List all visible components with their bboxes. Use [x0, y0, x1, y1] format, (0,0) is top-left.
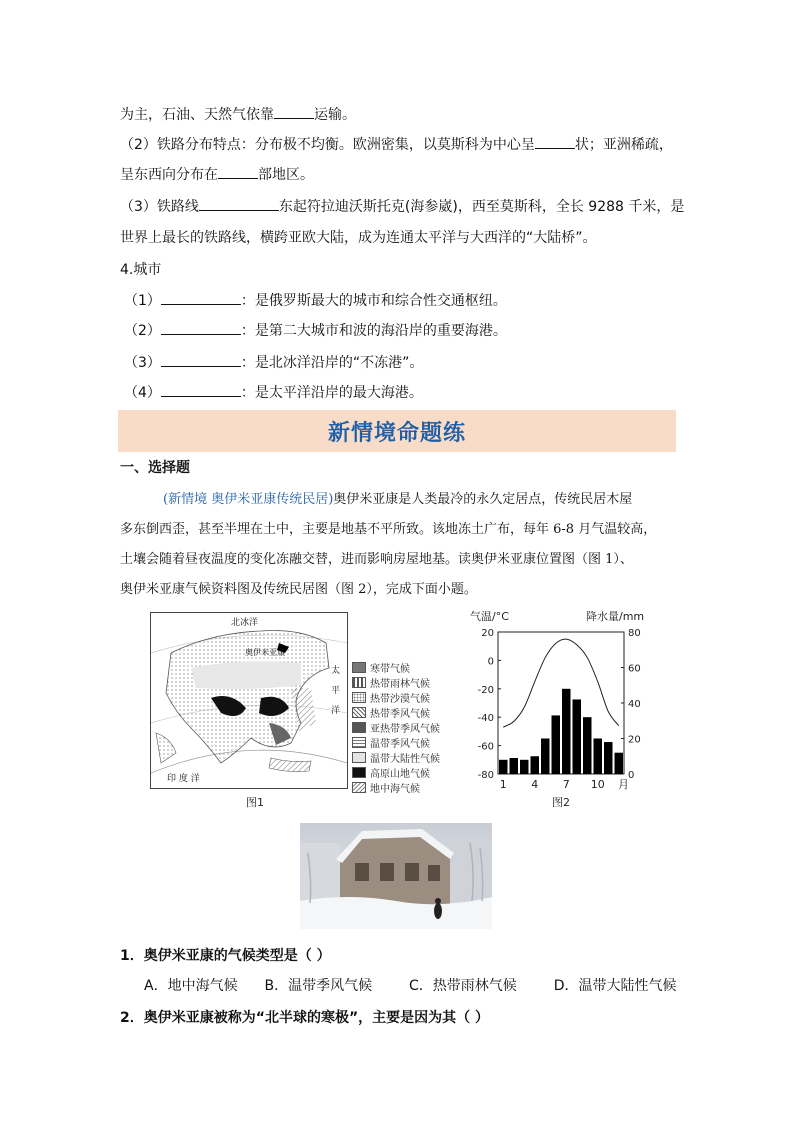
city-item-2: （2） ：是第二大城市和波的海沿岸的重要海港。 — [124, 320, 507, 341]
legend-swatch-icon — [352, 752, 366, 763]
label-arctic-ocean: 北冰洋 — [231, 618, 259, 628]
legend-swatch-icon — [352, 662, 366, 673]
label-pacific-3: 洋 — [331, 706, 341, 716]
context-line-3: 土壤会随着昼夜温度的变化冻融交替，进而影响房屋地基。读奥伊米亚康位置图（图 1）、 — [120, 552, 633, 567]
legend-item-5: 亚热带季风气候 — [352, 720, 440, 735]
temp-tick-label: -80 — [477, 770, 494, 781]
legend-item-2: 热带雨林气候 — [352, 675, 430, 690]
legend-item-7: 温带大陆性气候 — [352, 750, 440, 765]
transport-line-3: 呈东西向分布在 部地区。 — [120, 164, 314, 185]
legend-item-9: 地中海气候 — [352, 780, 420, 795]
house-photo — [300, 823, 492, 929]
temp-tick-label: 20 — [481, 628, 494, 639]
label-oymyakon: 奥伊米亚康 — [245, 648, 285, 657]
legend-item-1: 寒带气候 — [352, 660, 410, 675]
precip-bar — [615, 753, 624, 774]
context-line-2: 多东倒西歪，甚至半埋在土中，主要是地基不平所致。该地冻土广布，每年 6-8 月气温较高， — [120, 522, 657, 537]
option-b[interactable]: B．温带季风气候 — [264, 978, 373, 994]
y-axis-label-right: 降水量/mm — [586, 610, 645, 623]
legend-swatch-icon — [352, 677, 366, 688]
map-caption: 图1 — [246, 796, 264, 809]
precip-tick-label: 40 — [628, 699, 641, 710]
precip-bar — [562, 689, 571, 774]
y-axis-label-left: 气温/°C — [470, 610, 509, 623]
question-1-options — [144, 976, 676, 996]
precip-tick-label: 60 — [628, 663, 641, 675]
legend-swatch-icon — [352, 722, 366, 733]
precip-bar — [573, 699, 582, 774]
precip-tick-label: 80 — [628, 628, 641, 639]
label-pacific-1: 太 — [331, 666, 341, 676]
section-heading: 一、选择题 — [120, 460, 190, 476]
transport-line-4: （3）铁路线 东起符拉迪沃斯托克(海参崴)，西至莫斯科，全长 9288 千米，是 — [120, 196, 684, 217]
x-tick-label: 4 — [531, 778, 539, 791]
city-item-4: （4） ：是太平洋沿岸的最大海港。 — [124, 382, 423, 403]
climate-chart-graphic — [468, 608, 658, 808]
legend-swatch-icon — [352, 767, 366, 778]
temp-tick-label: 0 — [487, 656, 494, 668]
precip-tick-label: 20 — [628, 734, 641, 746]
context-line-4: 奥伊米亚康气候资料图及传统民居图（图 2），完成下面小题。 — [120, 582, 477, 597]
legend-item-3: 热带沙漠气候 — [352, 690, 430, 705]
snow-house-graphic — [300, 823, 492, 929]
precip-bar — [531, 756, 540, 774]
precip-bar — [552, 715, 561, 774]
context-line-1: (新情境 奥伊米亚康传统民居)奥伊米亚康是人类最冷的永久定居点，传统民居木屋 — [163, 492, 633, 507]
transport-line-1: 为主，石油、天然气依靠 运输。 — [120, 104, 356, 125]
banner-title: 新情境命题练 — [327, 420, 466, 446]
precip-bar — [604, 742, 613, 774]
precip-bar — [541, 739, 550, 775]
temp-tick-label: -40 — [477, 713, 494, 725]
map-graphic — [151, 613, 347, 788]
climate-chart — [468, 608, 658, 808]
legend-item-6: 温带季风气候 — [352, 735, 430, 750]
legend-swatch-icon — [352, 707, 366, 718]
x-tick-label: 10 — [590, 778, 605, 791]
city-item-3: （3） ：是北冰洋沿岸的“不冻港”。 — [124, 352, 423, 373]
precip-bar — [499, 760, 508, 774]
x-tick-label: 1 — [499, 778, 507, 791]
transport-line-5: 世界上最长的铁路线，横跨亚欧大陆，成为连通太平洋与大西洋的“大陆桥”。 — [120, 230, 597, 246]
label-pacific-2: 平 — [331, 686, 341, 696]
precip-bar — [594, 739, 603, 775]
precip-bar — [583, 717, 592, 774]
label-indian-ocean: 印 度 洋 — [167, 774, 200, 784]
location-map — [150, 612, 348, 789]
x-tick-label: 7 — [562, 778, 570, 791]
option-a[interactable]: A．地中海气候 — [144, 978, 238, 994]
question-1-stem: 1．奥伊米亚康的气候类型是（ ） — [120, 948, 331, 964]
legend-swatch-icon — [352, 692, 366, 703]
legend-swatch-icon — [352, 737, 366, 748]
legend-item-8: 高原山地气候 — [352, 765, 430, 780]
transport-line-2: （2）铁路分布特点：分布极不均衡。欧洲密集，以莫斯科为中心呈 状；亚洲稀疏， — [120, 134, 673, 155]
precip-tick-label: 0 — [628, 770, 635, 781]
precip-bar — [520, 760, 529, 774]
chart-caption: 图2 — [552, 796, 570, 809]
context-tag: (新情境 奥伊米亚康传统民居) — [163, 492, 334, 507]
cities-heading: 4.城市 — [120, 262, 162, 278]
temp-tick-label: -60 — [477, 741, 494, 753]
question-2-stem: 2．奥伊米亚康被称为“北半球的寒极”，主要是因为其（ ） — [120, 1010, 490, 1026]
section-banner — [118, 410, 676, 452]
option-c[interactable]: C．热带雨林气候 — [409, 978, 517, 994]
x-axis-label: 月 — [618, 778, 629, 791]
temperature-line — [503, 639, 619, 727]
option-d[interactable]: D．温带大陆性气候 — [553, 978, 677, 994]
legend-item-4: 热带季风气候 — [352, 705, 430, 720]
legend-swatch-icon — [352, 782, 366, 793]
city-item-1: （1） ：是俄罗斯最大的城市和综合性交通枢纽。 — [124, 290, 507, 311]
temp-tick-label: -20 — [477, 684, 494, 696]
precip-bar — [510, 758, 519, 774]
